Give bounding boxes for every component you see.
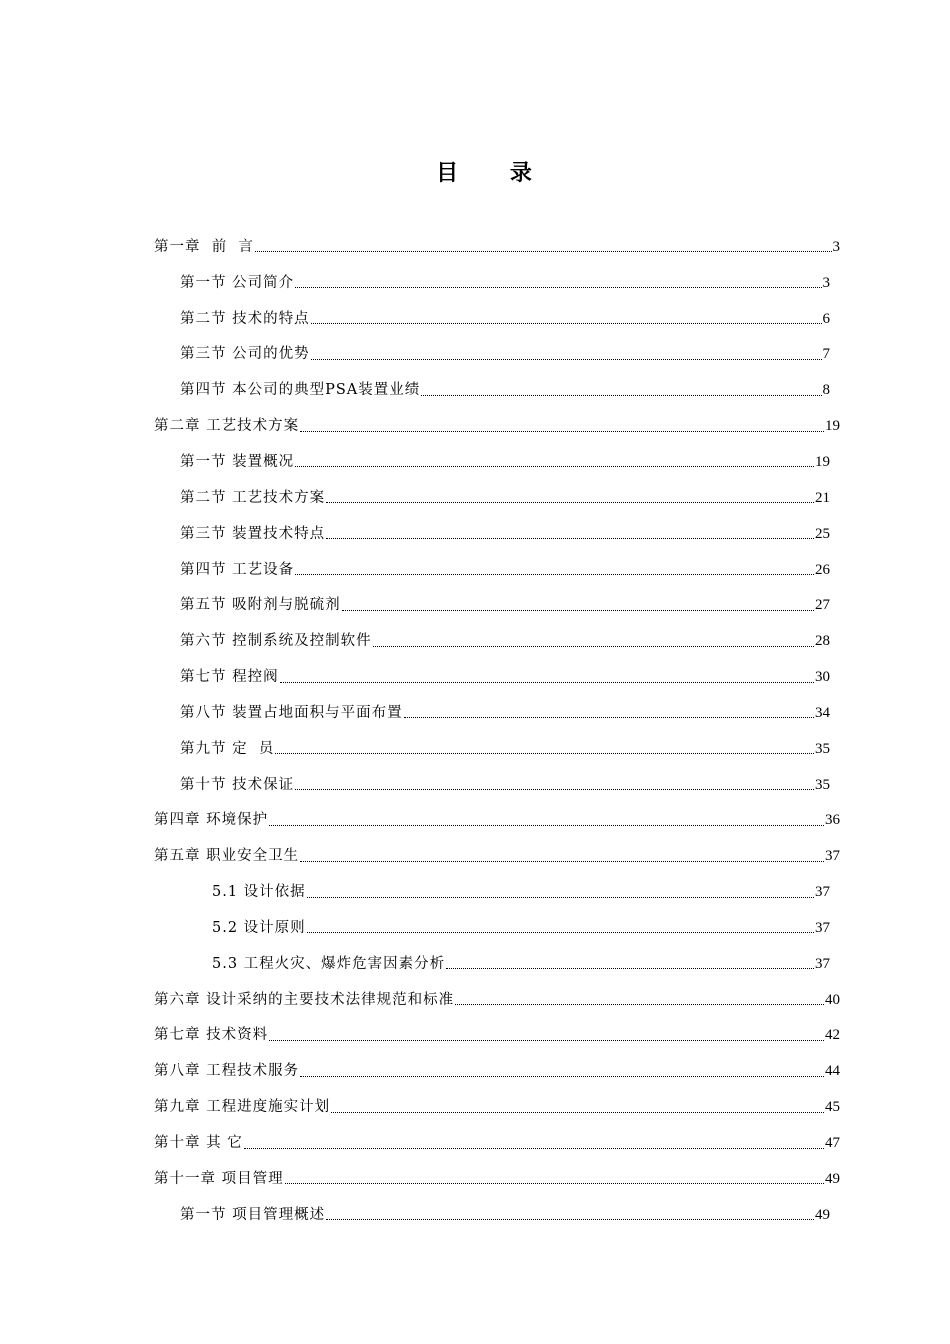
dot-leader — [446, 968, 814, 969]
toc-entry — [0, 946, 830, 982]
dot-leader — [280, 682, 814, 683]
toc-entry — [0, 623, 830, 659]
toc-entry — [0, 372, 830, 408]
toc-entry — [0, 767, 830, 803]
dot-leader — [404, 717, 814, 718]
toc-entry-label: 第二节 技术的特点 — [180, 310, 310, 327]
dot-leader — [331, 1112, 824, 1113]
toc-entry — [0, 874, 830, 910]
toc-entry-label: 5.1 设计依据 — [212, 884, 306, 901]
toc-entry-label: 第六节 控制系统及控制软件 — [180, 633, 372, 650]
toc-entry-page: 37 — [815, 919, 830, 936]
toc-entry-label: 第八章 工程技术服务 — [154, 1063, 300, 1080]
dot-leader — [275, 753, 814, 754]
dot-leader — [421, 395, 821, 396]
dot-leader — [326, 502, 814, 503]
toc-entry — [0, 587, 830, 623]
dot-leader — [295, 574, 814, 575]
dot-leader — [244, 1148, 824, 1149]
toc-entry — [0, 516, 830, 552]
toc-entry — [0, 982, 840, 1018]
dot-leader — [295, 466, 814, 467]
toc-entry — [0, 838, 840, 874]
toc-entry — [0, 480, 830, 516]
toc-entry — [0, 1197, 830, 1233]
toc-entry-label: 5.3 工程火灾、爆炸危害因素分析 — [212, 955, 446, 972]
toc-entry-label: 第二章 工艺技术方案 — [154, 418, 300, 435]
dot-leader — [311, 323, 822, 324]
toc-entry-label: 第一章 前 言 — [154, 238, 254, 255]
dot-leader — [326, 538, 814, 539]
toc-entry-page: 3 — [822, 274, 830, 291]
toc-entry — [0, 659, 830, 695]
toc-entry-label: 第四节 本公司的典型PSA装置业绩 — [180, 382, 421, 399]
toc-entry-label: 第十一章 项目管理 — [154, 1170, 284, 1187]
toc-entry — [0, 1089, 840, 1125]
toc-entry — [0, 731, 830, 767]
toc-entry-label: 第九节 定 员 — [180, 740, 275, 757]
toc-entry — [0, 803, 840, 839]
toc-entry-page: 49 — [825, 1170, 840, 1187]
toc-title: 目 录 — [436, 160, 554, 186]
toc-entry-page: 45 — [825, 1099, 840, 1116]
toc-entry — [0, 695, 830, 731]
toc-entry-label: 第一节 公司简介 — [180, 274, 295, 291]
dot-leader — [373, 646, 814, 647]
toc-entry-page: 37 — [815, 884, 830, 901]
toc-entry-page: 3 — [832, 238, 840, 255]
toc-entry-page: 6 — [822, 310, 830, 327]
toc-entry-label: 第二节 工艺技术方案 — [180, 489, 326, 506]
toc-entry-label: 第三节 公司的优势 — [180, 346, 310, 363]
dot-leader — [300, 861, 824, 862]
toc-entry-label: 第六章 设计采纳的主要技术法律规范和标准 — [154, 991, 455, 1008]
dot-leader — [307, 932, 814, 933]
toc-entry-page: 36 — [825, 812, 840, 829]
toc-entry-label: 第十节 技术保证 — [180, 776, 295, 793]
toc-list — [0, 229, 950, 1233]
toc-entry-label: 第五章 职业安全卫生 — [154, 848, 300, 865]
toc-entry-label: 5.2 设计原则 — [212, 919, 306, 936]
toc-entry-page: 37 — [815, 955, 830, 972]
toc-entry-page: 35 — [815, 776, 830, 793]
toc-entry — [0, 337, 830, 373]
toc-entry-page: 19 — [815, 453, 830, 470]
toc-entry-label: 第四章 环境保护 — [154, 812, 269, 829]
toc-entry — [0, 265, 830, 301]
toc-entry-label: 第八节 装置占地面积与平面布置 — [180, 704, 403, 721]
toc-entry — [0, 1125, 840, 1161]
dot-leader — [300, 1076, 824, 1077]
toc-entry-label: 第七节 程控阀 — [180, 669, 279, 686]
dot-leader — [311, 359, 822, 360]
toc-entry-page: 30 — [815, 669, 830, 686]
toc-entry-label: 第五节 吸附剂与脱硫剂 — [180, 597, 341, 614]
toc-entry-label: 第一节 装置概况 — [180, 453, 295, 470]
toc-entry-page: 19 — [825, 418, 840, 435]
dot-leader — [269, 1040, 824, 1041]
toc-entry-label: 第三节 装置技术特点 — [180, 525, 326, 542]
toc-entry — [0, 552, 830, 588]
toc-entry-label: 第七章 技术资料 — [154, 1027, 269, 1044]
toc-entry — [0, 301, 830, 337]
toc-entry — [0, 444, 830, 480]
toc-entry-label: 第十章 其 它 — [154, 1135, 243, 1152]
toc-entry-page: 35 — [815, 740, 830, 757]
toc-entry-page: 25 — [815, 525, 830, 542]
toc-entry — [0, 1053, 840, 1089]
toc-entry-label: 第四节 工艺设备 — [180, 561, 295, 578]
toc-entry — [0, 1018, 840, 1054]
toc-entry-page: 37 — [825, 848, 840, 865]
toc-entry-page: 21 — [815, 489, 830, 506]
toc-entry-page: 8 — [822, 382, 830, 399]
toc-entry — [0, 910, 830, 946]
toc-entry — [0, 1161, 840, 1197]
dot-leader — [255, 251, 832, 252]
dot-leader — [342, 610, 814, 611]
toc-entry-page: 40 — [825, 991, 840, 1008]
toc-entry-page: 47 — [825, 1135, 840, 1152]
toc-entry — [0, 229, 840, 265]
toc-entry-page: 26 — [815, 561, 830, 578]
toc-entry-label: 第九章 工程进度施实计划 — [154, 1099, 331, 1116]
toc-entry-page: 49 — [815, 1206, 830, 1223]
dot-leader — [295, 789, 814, 790]
dot-leader — [285, 1183, 824, 1184]
dot-leader — [326, 1219, 814, 1220]
toc-entry — [0, 408, 840, 444]
toc-entry-page: 7 — [822, 346, 830, 363]
dot-leader — [300, 431, 824, 432]
toc-entry-page: 34 — [815, 704, 830, 721]
dot-leader — [295, 287, 821, 288]
toc-entry-page: 27 — [815, 597, 830, 614]
toc-entry-label: 第一节 项目管理概述 — [180, 1206, 326, 1223]
dot-leader — [307, 897, 814, 898]
toc-entry-page: 28 — [815, 633, 830, 650]
dot-leader — [455, 1004, 824, 1005]
toc-entry-page: 44 — [825, 1063, 840, 1080]
toc-entry-page: 42 — [825, 1027, 840, 1044]
dot-leader — [269, 825, 824, 826]
